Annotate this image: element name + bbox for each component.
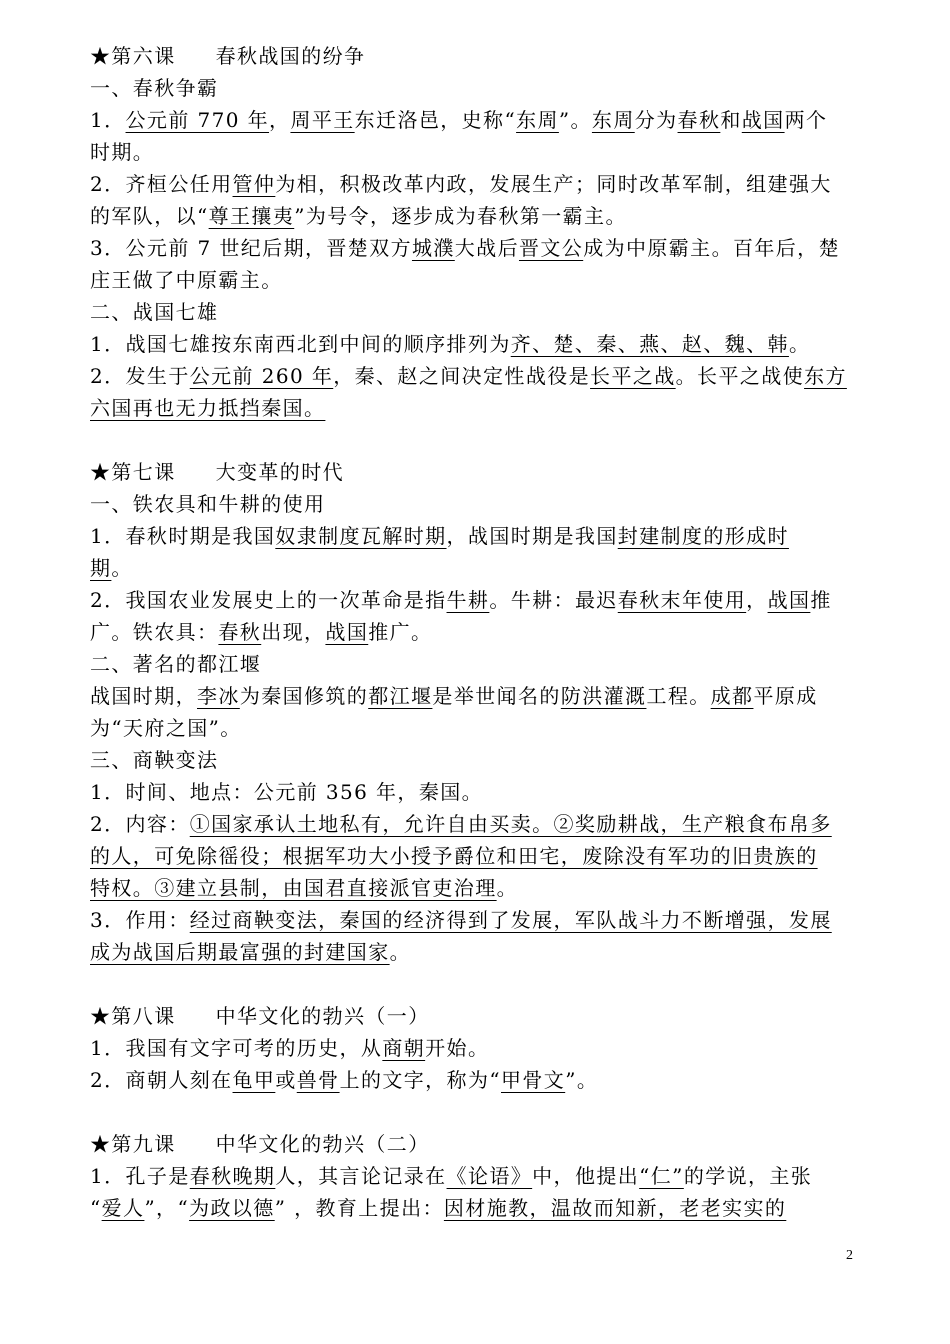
section-spacer [90, 424, 860, 456]
section-spacer [90, 1096, 860, 1128]
lesson-heading [90, 40, 860, 72]
text-run: 推 [810, 588, 832, 612]
text-run: 。 [788, 332, 811, 356]
text-run: 和 [720, 108, 742, 132]
text-run: 1．孔子是 [90, 1164, 190, 1188]
text-line [90, 1160, 860, 1192]
text-run: 3．公元前 7 世纪后期，晋楚双方 [90, 236, 412, 260]
lesson-label: ★第七课 [90, 460, 176, 484]
text-line [90, 488, 860, 520]
key-term: 爱人 [101, 1196, 145, 1220]
text-run: 为相，积极改革内政，发展生产；同时改革军制，组建强大 [275, 172, 832, 196]
text-run: 一、铁农具和牛耕的使用 [90, 492, 326, 516]
text-line [90, 136, 860, 168]
text-run: 。 [496, 876, 519, 900]
text-line [90, 872, 860, 904]
text-line [90, 232, 860, 264]
key-term: 特权。③建立县制，由国君直接派官吏治理 [90, 876, 497, 900]
key-term: 为政以德 [189, 1196, 275, 1220]
text-run: 。 [389, 940, 412, 964]
text-run: 二、著名的都江堰 [90, 652, 262, 676]
key-term: 牛耕 [446, 588, 490, 612]
text-run: 平原成 [753, 684, 818, 708]
key-term: 春秋末年使用 [617, 588, 747, 612]
text-line [90, 168, 860, 200]
key-term: 东方 [804, 364, 847, 388]
key-term: 封建制度的形成时 [617, 524, 789, 548]
text-run: ，秦、赵之间决定性战役是 [333, 364, 591, 388]
text-run: 分为 [634, 108, 678, 132]
text-run: 3．作用： [90, 908, 190, 932]
text-run: 战国时期， [90, 684, 197, 708]
text-line [90, 1032, 860, 1064]
text-run: 庄王做了中原霸主。 [90, 268, 283, 292]
text-run: ” ，教育上提出： [274, 1196, 444, 1220]
text-line [90, 840, 860, 872]
key-term: 期 [90, 556, 112, 580]
text-line [90, 712, 860, 744]
text-run: 1．战国七雄按东南西北到中间的顺序排列为 [90, 332, 511, 356]
text-line [90, 552, 860, 584]
lesson-heading [90, 1128, 860, 1160]
text-run: 。长平之战使 [675, 364, 805, 388]
text-run: 三、商鞅变法 [90, 748, 219, 772]
key-term: 东周 [591, 108, 635, 132]
text-line [90, 776, 860, 808]
text-run: 中，他提出 [532, 1164, 640, 1188]
key-term: 成为战国后期最富强的封建国家 [90, 940, 390, 964]
key-term: 都江堰 [368, 684, 433, 708]
key-term: 防洪灌溉 [560, 684, 647, 708]
text-line [90, 616, 860, 648]
key-term: 奴隶制度瓦解时期 [275, 524, 447, 548]
lesson-title: 中华文化的勃兴（一） [215, 1004, 430, 1028]
text-run: 成为中原霸主。百年后，楚 [583, 236, 840, 260]
text-run: 为秦国修筑的 [239, 684, 369, 708]
key-term: 六国再也无力抵挡秦国。 [90, 396, 326, 420]
key-term: 齐、楚、秦、燕、赵、魏、韩 [510, 332, 789, 356]
text-run: 工程。 [646, 684, 711, 708]
text-run: 大战后 [454, 236, 519, 260]
lesson-heading [90, 1000, 860, 1032]
text-run: 1．时间、地点：公元前 356 年，秦国。 [90, 780, 484, 804]
key-term: 经过商鞅变法，秦国的经济得到了发展，军队战斗力不断增强，发展 [189, 908, 832, 932]
lesson-label: ★第六课 [90, 44, 176, 68]
key-term: 春秋 [218, 620, 262, 644]
text-line [90, 72, 860, 104]
text-run: ”，“ [144, 1196, 190, 1220]
text-run: 2．发生于 [90, 364, 190, 388]
text-line [90, 392, 860, 424]
text-line [90, 200, 860, 232]
lesson-title: 大变革的时代 [215, 460, 345, 484]
text-run: 上的文字，称为“ [339, 1068, 501, 1092]
text-run: ”。 [565, 1068, 599, 1092]
text-run: 1． [90, 108, 126, 132]
section-spacer [90, 968, 860, 1000]
text-run: ，战国时期是我国 [446, 524, 618, 548]
key-term: 因材施教，温故而知新，老老实实的 [443, 1196, 787, 1220]
text-run: 一、春秋争霸 [90, 76, 219, 100]
text-line [90, 104, 860, 136]
text-line [90, 648, 860, 680]
lesson-title: 春秋战国的纷争 [215, 44, 366, 68]
key-term: 晋文公 [518, 236, 584, 260]
text-run: ”。 [558, 108, 592, 132]
text-run: 1．我国有文字可考的历史，从 [90, 1036, 383, 1060]
text-line [90, 1192, 860, 1224]
text-run: 2．内容： [90, 812, 190, 836]
key-term: 战国 [741, 108, 785, 132]
key-term: 兽骨 [296, 1068, 340, 1092]
text-run: ， [269, 108, 291, 132]
text-line [90, 328, 860, 360]
text-line [90, 584, 860, 616]
text-run: 两个 [784, 108, 828, 132]
text-run: ”为号令，逐步成为春秋第一霸主。 [294, 204, 627, 228]
lesson-title: 中华文化的勃兴（二） [215, 1132, 430, 1156]
text-run: “ [90, 1196, 102, 1220]
key-term: 龟甲 [232, 1068, 276, 1092]
key-term: 的人，可免除徭役；根据军功大小授予爵位和田宅，废除没有军功的旧贵族的 [90, 844, 818, 868]
key-term: 尊王攘夷 [208, 204, 295, 228]
key-term: 李冰 [197, 684, 240, 708]
page-number: 2 [846, 1248, 853, 1263]
key-term: 商朝 [382, 1036, 426, 1060]
text-run: ， [746, 588, 768, 612]
text-run: 开始。 [425, 1036, 490, 1060]
text-run: 人，其言论记录在 [275, 1164, 447, 1188]
lesson-heading [90, 456, 860, 488]
key-term: 公元前 260 年 [189, 364, 334, 388]
key-term: 成都 [710, 684, 754, 708]
key-term: 东周 [516, 108, 559, 132]
text-run: 为“天府之国”。 [90, 716, 242, 740]
text-run: 或 [275, 1068, 297, 1092]
text-run: 是举世闻名的 [432, 684, 561, 708]
text-line [90, 296, 860, 328]
text-run: 2．商朝人刻在 [90, 1068, 233, 1092]
text-line [90, 680, 860, 712]
document-body [90, 40, 860, 1224]
text-run: 1．春秋时期是我国 [90, 524, 276, 548]
lesson-label: ★第九课 [90, 1132, 176, 1156]
text-line [90, 904, 860, 936]
key-term: 《论语》 [446, 1164, 533, 1188]
key-term: 甲骨文 [501, 1068, 566, 1092]
key-term: 春秋晚期 [189, 1164, 276, 1188]
key-term: 周平王 [290, 108, 355, 132]
text-line [90, 360, 860, 392]
text-run: 广。铁农具： [90, 620, 219, 644]
text-run: 出现， [261, 620, 326, 644]
text-line [90, 264, 860, 296]
text-run: 。 [111, 556, 133, 580]
key-term: ①国家承认土地私有，允许自由买卖。②奖励耕战，生产粮食布帛多 [189, 812, 832, 836]
text-line [90, 936, 860, 968]
text-run: 的学说，主张 [683, 1164, 813, 1188]
key-term: “仁” [639, 1164, 684, 1188]
text-run: 时期。 [90, 140, 155, 164]
key-term: 战国 [325, 620, 369, 644]
key-term: 公元前 770 年 [125, 108, 270, 132]
key-term: 长平之战 [590, 364, 676, 388]
text-run: 二、战国七雄 [90, 300, 219, 324]
text-line [90, 1064, 860, 1096]
key-term: 城濮 [411, 236, 455, 260]
text-run: 推广。 [368, 620, 433, 644]
text-run: 。牛耕：最迟 [489, 588, 618, 612]
lesson-label: ★第八课 [90, 1004, 176, 1028]
key-term: 管仲 [232, 172, 276, 196]
text-run: 东迁洛邑，史称“ [354, 108, 517, 132]
text-line [90, 744, 860, 776]
text-run: 的军队，以“ [90, 204, 209, 228]
text-line [90, 808, 860, 840]
text-run: 2．齐桓公任用 [90, 172, 233, 196]
key-term: 战国 [767, 588, 811, 612]
text-run: 2．我国农业发展史上的一次革命是指 [90, 588, 447, 612]
text-line [90, 520, 860, 552]
key-term: 春秋 [677, 108, 721, 132]
